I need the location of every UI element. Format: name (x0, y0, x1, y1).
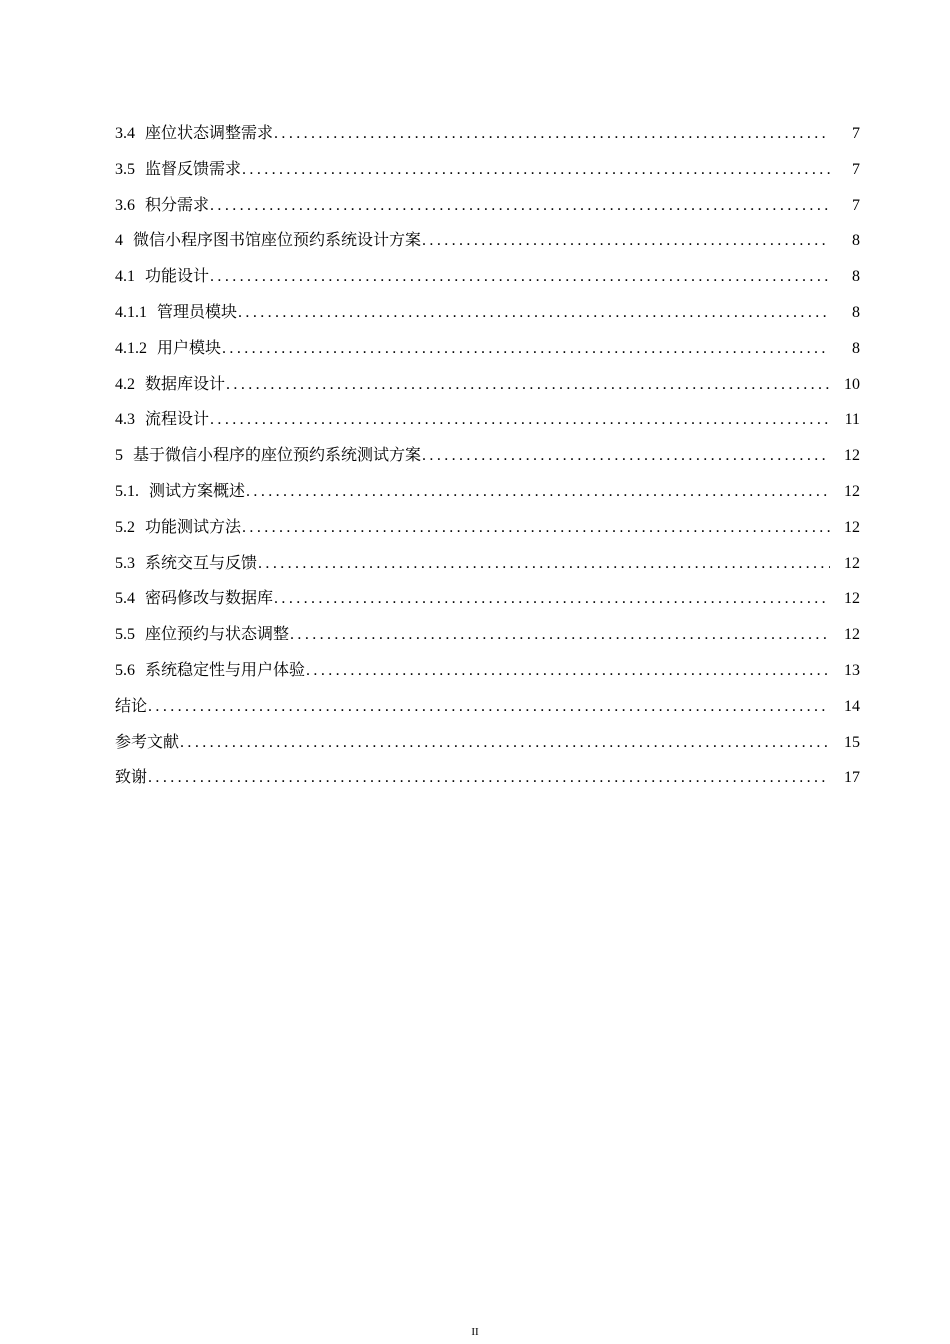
toc-entry[interactable] (115, 653, 860, 689)
toc-entry-page: 12 (844, 518, 860, 536)
toc-entry[interactable] (115, 760, 860, 796)
toc-entry-page: 8 (852, 339, 860, 357)
toc-entry-page: 15 (844, 733, 860, 751)
toc-dot-leader (147, 689, 830, 725)
toc-entry-page: 7 (852, 125, 860, 142)
toc-entry[interactable] (115, 259, 860, 295)
toc-entry-number: 5.4 (115, 590, 135, 608)
toc-entry-number: 5.1. (115, 482, 139, 500)
toc-entry[interactable] (115, 152, 860, 188)
toc-dot-leader (147, 760, 830, 796)
toc-dot-leader (421, 223, 830, 259)
toc-entry[interactable] (115, 689, 860, 725)
toc-entry-title: 微信小程序图书馆座位预约系统设计方案 (133, 232, 422, 250)
toc-entry[interactable] (115, 725, 860, 761)
toc-entry-number: 3.5 (115, 160, 135, 178)
toc-entry-number: 5.6 (115, 661, 135, 679)
toc-entry-number: 4.3 (115, 411, 135, 429)
toc-entry-title: 基于微信小程序的座位预约系统测试方案 (133, 447, 422, 465)
toc-entry-title: 座位状态调整需求 (145, 125, 274, 142)
toc-entry-page: 13 (844, 661, 860, 679)
toc-entry-title: 座位预约与状态调整 (145, 626, 290, 644)
toc-entry-number: 4.1 (115, 268, 135, 286)
toc-entry-page: 7 (852, 196, 860, 214)
toc-entry[interactable] (115, 438, 860, 474)
page-number: II (471, 1326, 479, 1338)
toc-entry-page: 8 (852, 232, 860, 250)
toc-entry-number: 3.4 (115, 125, 135, 142)
toc-entry-title: 参考文献 (115, 733, 180, 751)
toc-entry-title: 致谢 (115, 769, 148, 787)
toc-entry-title: 系统稳定性与用户体验 (145, 661, 306, 679)
toc-entry[interactable] (115, 546, 860, 582)
toc-dot-leader (273, 116, 830, 152)
toc-entry-title: 功能设计 (145, 268, 210, 286)
toc-entry[interactable] (115, 116, 860, 152)
toc-entry-number: 4.2 (115, 375, 135, 393)
toc-entry-page: 7 (852, 160, 860, 178)
toc-entry-title: 流程设计 (145, 411, 210, 429)
toc-entry-number: 4.1.2 (115, 339, 147, 357)
toc-entry[interactable] (115, 331, 860, 367)
toc-entry-number: 4 (115, 232, 123, 250)
toc-dot-leader (237, 295, 830, 331)
toc-dot-leader (289, 617, 830, 653)
toc-dot-leader (305, 653, 830, 689)
toc-entry-title: 密码修改与数据库 (145, 590, 274, 608)
toc-entry-page: 12 (844, 590, 860, 608)
toc-entry-number: 4.1.1 (115, 303, 147, 321)
toc-entry[interactable] (115, 474, 860, 510)
toc-entry-title: 积分需求 (145, 196, 210, 214)
toc-entry[interactable] (115, 402, 860, 438)
toc-entry-number: 5 (115, 447, 123, 465)
toc-entry-title: 数据库设计 (145, 375, 226, 393)
table-of-contents (115, 116, 860, 796)
toc-entry-title: 系统交互与反馈 (145, 554, 258, 572)
toc-dot-leader (245, 474, 830, 510)
toc-entry-page: 8 (852, 268, 860, 286)
toc-entry-title: 功能测试方法 (145, 518, 242, 536)
toc-dot-leader (241, 152, 830, 188)
toc-dot-leader (273, 581, 830, 617)
toc-entry-number: 5.3 (115, 554, 135, 572)
toc-dot-leader (225, 367, 830, 403)
toc-entry[interactable] (115, 295, 860, 331)
toc-entry-page: 12 (844, 626, 860, 644)
toc-entry[interactable] (115, 188, 860, 224)
toc-dot-leader (421, 438, 830, 474)
toc-entry[interactable] (115, 223, 860, 259)
toc-entry-title: 测试方案概述 (149, 482, 246, 500)
toc-entry-page: 8 (852, 303, 860, 321)
toc-entry-title: 用户模块 (157, 339, 222, 357)
toc-entry-number: 3.6 (115, 196, 135, 214)
toc-dot-leader (209, 259, 830, 295)
toc-entry[interactable] (115, 581, 860, 617)
toc-dot-leader (179, 725, 830, 761)
toc-dot-leader (241, 510, 830, 546)
toc-dot-leader (209, 402, 830, 438)
toc-entry[interactable] (115, 617, 860, 653)
toc-entry-page: 10 (844, 375, 860, 393)
toc-entry[interactable] (115, 367, 860, 403)
toc-entry-page: 12 (844, 554, 860, 572)
toc-entry-number: 5.5 (115, 626, 135, 644)
toc-entry-page: 11 (844, 411, 860, 429)
toc-entry-page: 12 (844, 482, 860, 500)
toc-dot-leader (221, 331, 830, 367)
toc-entry[interactable] (115, 510, 860, 546)
toc-entry-page: 12 (844, 447, 860, 465)
toc-dot-leader (257, 546, 830, 582)
toc-entry-page: 14 (844, 697, 860, 715)
toc-dot-leader (209, 188, 830, 224)
toc-entry-number: 5.2 (115, 518, 135, 536)
toc-entry-title: 管理员模块 (157, 303, 238, 321)
toc-entry-page: 17 (844, 769, 860, 787)
toc-entry-title: 结论 (115, 697, 148, 715)
toc-entry-title: 监督反馈需求 (145, 160, 242, 178)
